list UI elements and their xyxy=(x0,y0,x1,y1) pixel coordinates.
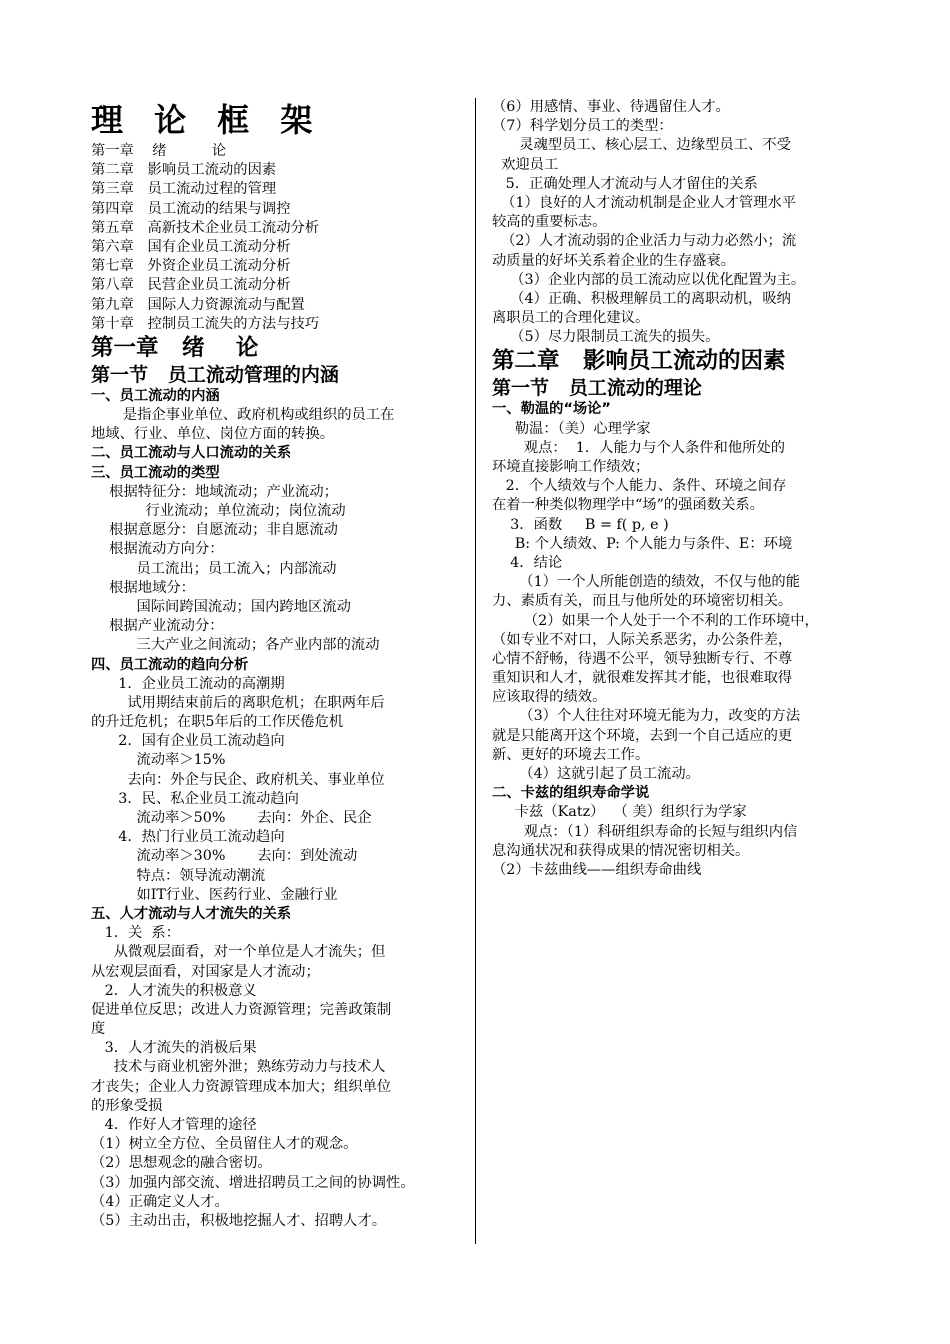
text-line: 欢迎员工 xyxy=(492,156,559,173)
text-line: 动质量的好坏关系着企业的生存盛衰。 xyxy=(492,252,736,269)
text-line: （1）一个人所能创造的绩效，不仅与他的能 xyxy=(492,574,801,591)
text-line: （如专业不对口，人际关系恶劣，办公条件差， xyxy=(492,631,793,648)
text-line: 第五章 高新技术企业员工流动分析 xyxy=(91,219,320,236)
text-line: 3．函数 B = f( p, e ) xyxy=(492,516,669,533)
text-line: （1）良好的人才流动机制是企业人才管理水平 xyxy=(492,194,797,211)
text-line: 新、更好的环境去工作。 xyxy=(492,746,650,763)
text-line: 第六章 国有企业员工流动分析 xyxy=(91,238,291,255)
heading-line: 第一章 绪 论 xyxy=(91,334,259,361)
text-line: 观点：（1）科研组织寿命的长短与组织内信 xyxy=(492,823,798,840)
text-line: 较高的重要标志。 xyxy=(492,214,607,231)
text-line: 第九章 国际人力资源流动与配置 xyxy=(91,296,305,313)
text-line: 第七章 外资企业员工流动分析 xyxy=(91,258,291,275)
text-line: 1．关 系： xyxy=(91,925,181,942)
text-line: 二、员工流动与人口流动的关系 xyxy=(91,445,292,462)
text-line: （1）树立全方位、全员留住人才的观念。 xyxy=(91,1136,358,1153)
text-line: 2．个人绩效与个人能力、条件、环境之间存 xyxy=(492,478,787,495)
text-line: 力、素质有关，而且与他所处的环境密切相关。 xyxy=(492,593,793,610)
text-line: 4．作好人才管理的途径 xyxy=(91,1117,257,1133)
text-line: （5）主动出击，积极地挖掘人才、招聘人才。 xyxy=(91,1212,387,1229)
text-line: 去向：外企与民企、政府机关、事业单位 xyxy=(91,771,385,788)
text-line: 技术与商业机密外泄；熟练劳动力与技术人 xyxy=(91,1059,386,1076)
text-line: 根据意愿分：自愿流动；非自愿流动 xyxy=(91,522,338,539)
text-line: 3．民、私企业员工流动趋向 xyxy=(91,790,299,807)
text-line: 灵魂型员工、核心层工、边缘型员工、不受 xyxy=(492,137,791,154)
text-line: 3．人才流失的消极后果 xyxy=(91,1040,257,1057)
text-line: 重知识和人才，就很难发挥其才能，也很难取得 xyxy=(492,670,793,687)
text-line: 第二章 影响员工流动的因素 xyxy=(91,162,277,179)
text-line: 第四章 员工流动的结果与调控 xyxy=(91,200,291,217)
text-line: （4）正确定义人才。 xyxy=(91,1193,229,1210)
text-line: 1．企业员工流动的高潮期 xyxy=(91,675,285,692)
text-line: 勒温：（美）心理学家 xyxy=(492,420,651,437)
text-line: 员工流出；员工流入；内部流动 xyxy=(91,560,337,577)
text-line: 行业流动；单位流动；岗位流动 xyxy=(91,503,346,519)
text-line: 流动率＞15% xyxy=(91,752,226,769)
left-column xyxy=(91,98,461,1231)
text-line: 国际间跨国流动；国内跨地区流动 xyxy=(91,598,351,615)
text-line: 第一章 绪 论 xyxy=(91,143,227,159)
text-line: （5）尽力限制员工流失的损失。 xyxy=(492,329,720,346)
text-line: 2．国有企业员工流动趋向 xyxy=(91,733,285,750)
text-line: 度 xyxy=(91,1021,106,1038)
text-line: 4．热门行业员工流动趋向 xyxy=(91,829,285,846)
text-line: 二、卡兹的组织寿命学说 xyxy=(492,785,650,802)
text-line: 观点： 1．人能力与个人条件和他所处的 xyxy=(492,439,786,456)
right-column xyxy=(492,98,862,880)
text-line: 息沟通状况和获得成果的情况密切相关。 xyxy=(492,842,750,859)
heading-line: 第一节 员工流动的理论 xyxy=(492,377,702,400)
text-line: 的形象受损 xyxy=(91,1097,163,1114)
text-line: 三、员工流动的类型 xyxy=(91,464,220,481)
heading-line: 第一节 员工流动管理的内涵 xyxy=(91,363,339,386)
text-line: （2）人才流动弱的企业活力与动力必然小；流 xyxy=(492,233,797,250)
text-line: （4）这就引起了员工流动。 xyxy=(492,766,700,782)
text-line: （3）加强内部交流、增进招聘员工之间的协调性。 xyxy=(91,1174,415,1191)
text-line: 应该取得的绩效。 xyxy=(492,689,607,706)
text-line: 五、人才流动与人才流失的关系 xyxy=(91,905,292,922)
text-line: 根据特征分：地域流动；产业流动； xyxy=(91,483,338,500)
text-line: 促进单位反思；改进人力资源管理；完善政策制 xyxy=(91,1001,392,1018)
text-line: 从宏观层面看，对国家是人才流动； xyxy=(91,963,320,980)
text-line: 如IT行业、医药行业、金融行业 xyxy=(91,886,338,903)
text-line: （2）卡兹曲线——组织寿命曲线 xyxy=(492,861,702,878)
text-line: B: 个人绩效、P: 个人能力与条件、E：环境 xyxy=(492,535,793,552)
text-line: 第十章 控制员工流失的方法与技巧 xyxy=(91,315,320,332)
text-line: 2．人才流失的积极意义 xyxy=(91,982,257,999)
text-line: 第三章 员工流动过程的管理 xyxy=(91,181,277,198)
text-line: 卡兹（Katz） （ 美）组织行为学家 xyxy=(492,804,747,821)
text-line: 是指企事业单位、政府机构或组织的员工在 xyxy=(91,407,395,424)
text-line: 就是只能离开这个环境，去到一个自己适应的更 xyxy=(492,727,793,744)
text-line: 三大产业之间流动；各产业内部的流动 xyxy=(91,637,380,654)
text-line: （4）正确、积极理解员工的离职动机，吸纳 xyxy=(492,290,791,307)
text-line: 一、员工流动的内涵 xyxy=(91,387,220,404)
text-line: 根据地域分： xyxy=(91,579,195,596)
heading-line: 理 论 框 架 xyxy=(91,101,323,139)
text-line: 第八章 民营企业员工流动分析 xyxy=(91,277,291,294)
text-line: （3）企业内部的员工流动应以优化配置为主。 xyxy=(492,271,806,288)
text-line: 从微观层面看，对一个单位是人才流失；但 xyxy=(91,944,386,961)
text-line: 环境直接影响工作绩效； xyxy=(492,459,650,475)
text-line: 一、勒温的“场论” xyxy=(492,401,611,418)
text-line: （2）如果一个人处于一个不利的工作环境中， xyxy=(492,612,819,629)
text-line: （6）用感情、事业、待遇留住人才。 xyxy=(492,99,730,115)
text-line: 地域、行业、单位、岗位方面的转换。 xyxy=(91,426,335,443)
text-line: （2）思想观念的融合密切。 xyxy=(91,1155,272,1172)
text-line: 在着一种类似物理学中“场”的强函数关系。 xyxy=(492,497,764,514)
text-line: 的升迁危机；在职5年后的工作厌倦危机 xyxy=(91,714,344,731)
text-line: 特点：领导流动潮流 xyxy=(91,867,266,884)
text-line: 根据流动方向分： xyxy=(91,541,224,558)
text-line: 5．正确处理人才流动与人才留住的关系 xyxy=(492,175,758,192)
text-line: 试用期结束前后的离职危机；在职两年后 xyxy=(91,694,385,711)
text-line: 4．结论 xyxy=(492,554,563,571)
text-line: （3）个人往往对环境无能为力，改变的方法 xyxy=(492,708,801,725)
text-line: 才丧失；企业人力资源管理成本加大；组织单位 xyxy=(91,1078,392,1095)
text-line: 心情不舒畅，待遇不公平，领导独断专行、不尊 xyxy=(492,650,793,667)
column-divider xyxy=(475,98,476,1244)
text-line: （7）科学划分员工的类型： xyxy=(492,118,673,135)
text-line: 流动率＞50% 去向：外企、民企 xyxy=(91,810,372,826)
heading-line: 第二章 影响员工流动的因素 xyxy=(492,348,786,375)
text-line: 四、员工流动的趋向分析 xyxy=(91,656,249,673)
text-line: 离职员工的合理化建议。 xyxy=(492,310,650,327)
text-line: 根据产业流动分： xyxy=(91,618,224,635)
text-line: 流动率＞30% 去向：到处流动 xyxy=(91,848,358,865)
